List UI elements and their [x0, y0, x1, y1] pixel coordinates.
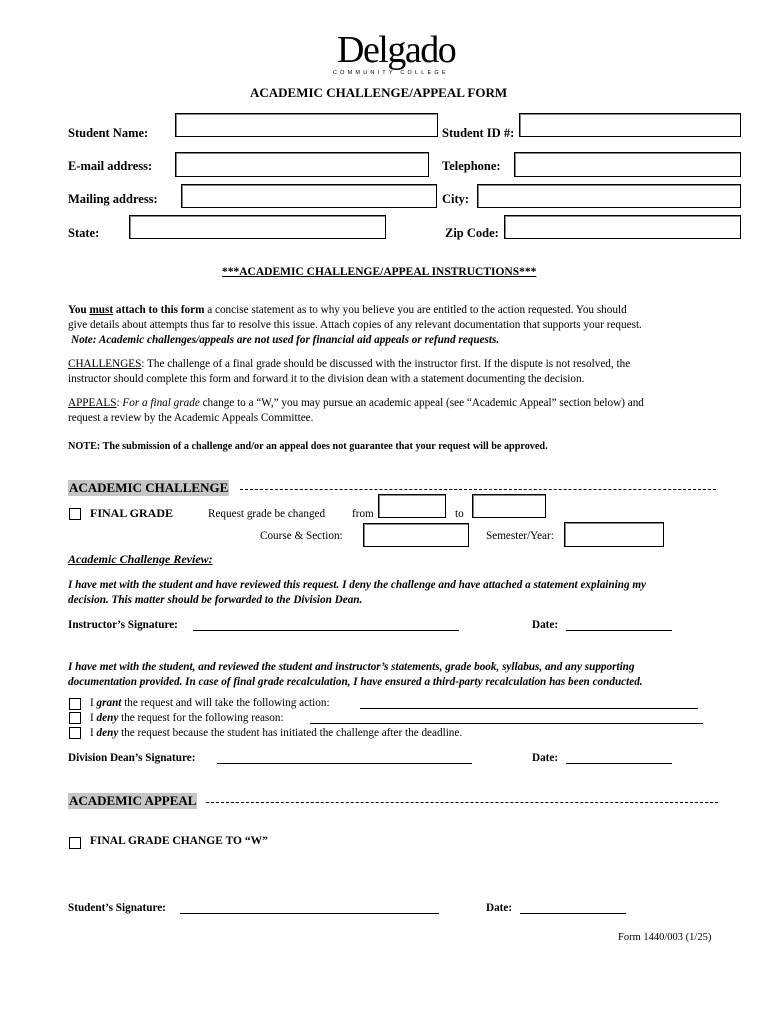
deny-reason-checkbox[interactable] — [69, 712, 81, 724]
challenges-text-line1: CHALLENGES: The challenge of a final grade should be discussed with the instructor first. If the dispute is not resolved, the — [68, 358, 631, 370]
instructor-signature-label: Instructor’s Signature: — [68, 619, 178, 631]
form-number: Form 1440/003 (1/25) — [618, 932, 712, 943]
instructor-date-line[interactable] — [566, 630, 672, 631]
grade-to-field[interactable] — [472, 494, 546, 518]
dean-signature-label: Division Dean’s Signature: — [68, 752, 196, 764]
final-grade-checkbox[interactable] — [69, 508, 81, 520]
to-label: to — [455, 508, 464, 520]
city-field[interactable] — [477, 184, 741, 208]
final-grade-label: FINAL GRADE — [90, 506, 174, 520]
student-signature-line[interactable] — [180, 913, 439, 914]
instructor-signature-line[interactable] — [193, 630, 459, 631]
instructions-note-financial: Note: Academic challenges/appeals are not used for financial aid appeals or refund requests. — [71, 334, 500, 346]
state-field[interactable] — [129, 215, 386, 239]
city-label: City: — [442, 192, 470, 206]
section-divider — [240, 489, 716, 490]
deny-deadline-checkbox[interactable] — [69, 727, 81, 739]
instructor-date-label: Date: — [532, 619, 559, 631]
instructions-p1-line1: You must attach to this form a concise statement as to why you believe you are entitled to the action requested. You should — [68, 304, 627, 316]
logo-subtitle: COMMUNITY COLLEGE — [333, 70, 449, 76]
email-field[interactable] — [175, 152, 429, 177]
dean-text-line2: documentation provided. In case of final grade recalculation, I have ensured a third-party recalculation has been conducted. — [68, 676, 643, 688]
review-text-line2: decision. This matter should be forwarded to the Division Dean. — [68, 594, 363, 606]
course-section-label: Course & Section: — [260, 530, 343, 542]
deny-reason-line[interactable] — [310, 723, 703, 724]
mailing-field[interactable] — [181, 184, 437, 208]
appeals-text-line1: APPEALS: For a final grade change to a “W,” you may pursue an academic appeal (see “Academic Appeal” section below) and — [68, 397, 644, 409]
instructions-header: ***ACADEMIC CHALLENGE/APPEAL INSTRUCTIONS*** — [222, 266, 537, 278]
appeals-text-line2: request a review by the Academic Appeals Committee. — [68, 412, 314, 424]
student-date-label: Date: — [486, 902, 513, 914]
deny-deadline-label: I deny the request because the student has initiated the challenge after the deadline. — [90, 727, 463, 739]
telephone-label: Telephone: — [442, 159, 501, 173]
student-signature-label: Student’s Signature: — [68, 902, 166, 914]
request-changed-label: Request grade be changed — [208, 508, 326, 520]
form-title: ACADEMIC CHALLENGE/APPEAL FORM — [250, 85, 508, 100]
grant-checkbox[interactable] — [69, 698, 81, 710]
final-grade-w-checkbox[interactable] — [69, 837, 81, 849]
mailing-label: Mailing address: — [68, 192, 158, 206]
student-id-field[interactable] — [519, 113, 741, 137]
dean-text-line1: I have met with the student, and reviewed the student and instructor’s statements, grade book, syllabus, and any supporting — [68, 661, 635, 673]
grade-from-field[interactable] — [378, 494, 446, 518]
course-section-field[interactable] — [363, 523, 469, 547]
state-label: State: — [68, 226, 100, 240]
student-date-line[interactable] — [520, 913, 626, 914]
academic-appeal-heading: ACADEMIC APPEAL — [69, 793, 197, 808]
student-name-field[interactable] — [175, 113, 438, 137]
zip-label: Zip Code: — [445, 226, 499, 240]
challenges-text-line2: instructor should complete this form and forward it to the division dean with a statement documenting the decision. — [68, 373, 585, 385]
email-label: E-mail address: — [68, 159, 153, 173]
dean-signature-line[interactable] — [217, 763, 472, 764]
academic-challenge-heading: ACADEMIC CHALLENGE — [69, 480, 229, 495]
student-name-label: Student Name: — [68, 126, 149, 140]
logo: Delgado — [337, 29, 456, 71]
from-label: from — [352, 508, 374, 520]
dean-date-label: Date: — [532, 752, 559, 764]
zip-field[interactable] — [504, 215, 741, 239]
instructions-p1-line2: give details about attempts thus far to resolve this issue. Attach copies of any relevant documentation that supports your request. — [68, 319, 642, 331]
challenge-review-title: Academic Challenge Review: — [68, 552, 213, 566]
student-id-label: Student ID #: — [442, 126, 515, 140]
semester-year-label: Semester/Year: — [486, 530, 554, 542]
section-divider — [206, 802, 718, 803]
telephone-field[interactable] — [514, 152, 741, 177]
grant-action-line[interactable] — [360, 708, 698, 709]
deny-reason-label: I deny the request for the following reason: — [90, 712, 284, 724]
approval-note: NOTE: The submission of a challenge and/or an appeal does not guarantee that your request will be approved. — [68, 441, 548, 452]
dean-date-line[interactable] — [566, 763, 672, 764]
final-grade-w-label: FINAL GRADE CHANGE TO “W” — [90, 835, 268, 847]
grant-option-label: I grant the request and will take the following action: — [90, 697, 330, 709]
semester-year-field[interactable] — [564, 522, 664, 547]
review-text-line1: I have met with the student and have reviewed this request. I deny the challenge and have attached a statement explaining my — [68, 579, 647, 591]
